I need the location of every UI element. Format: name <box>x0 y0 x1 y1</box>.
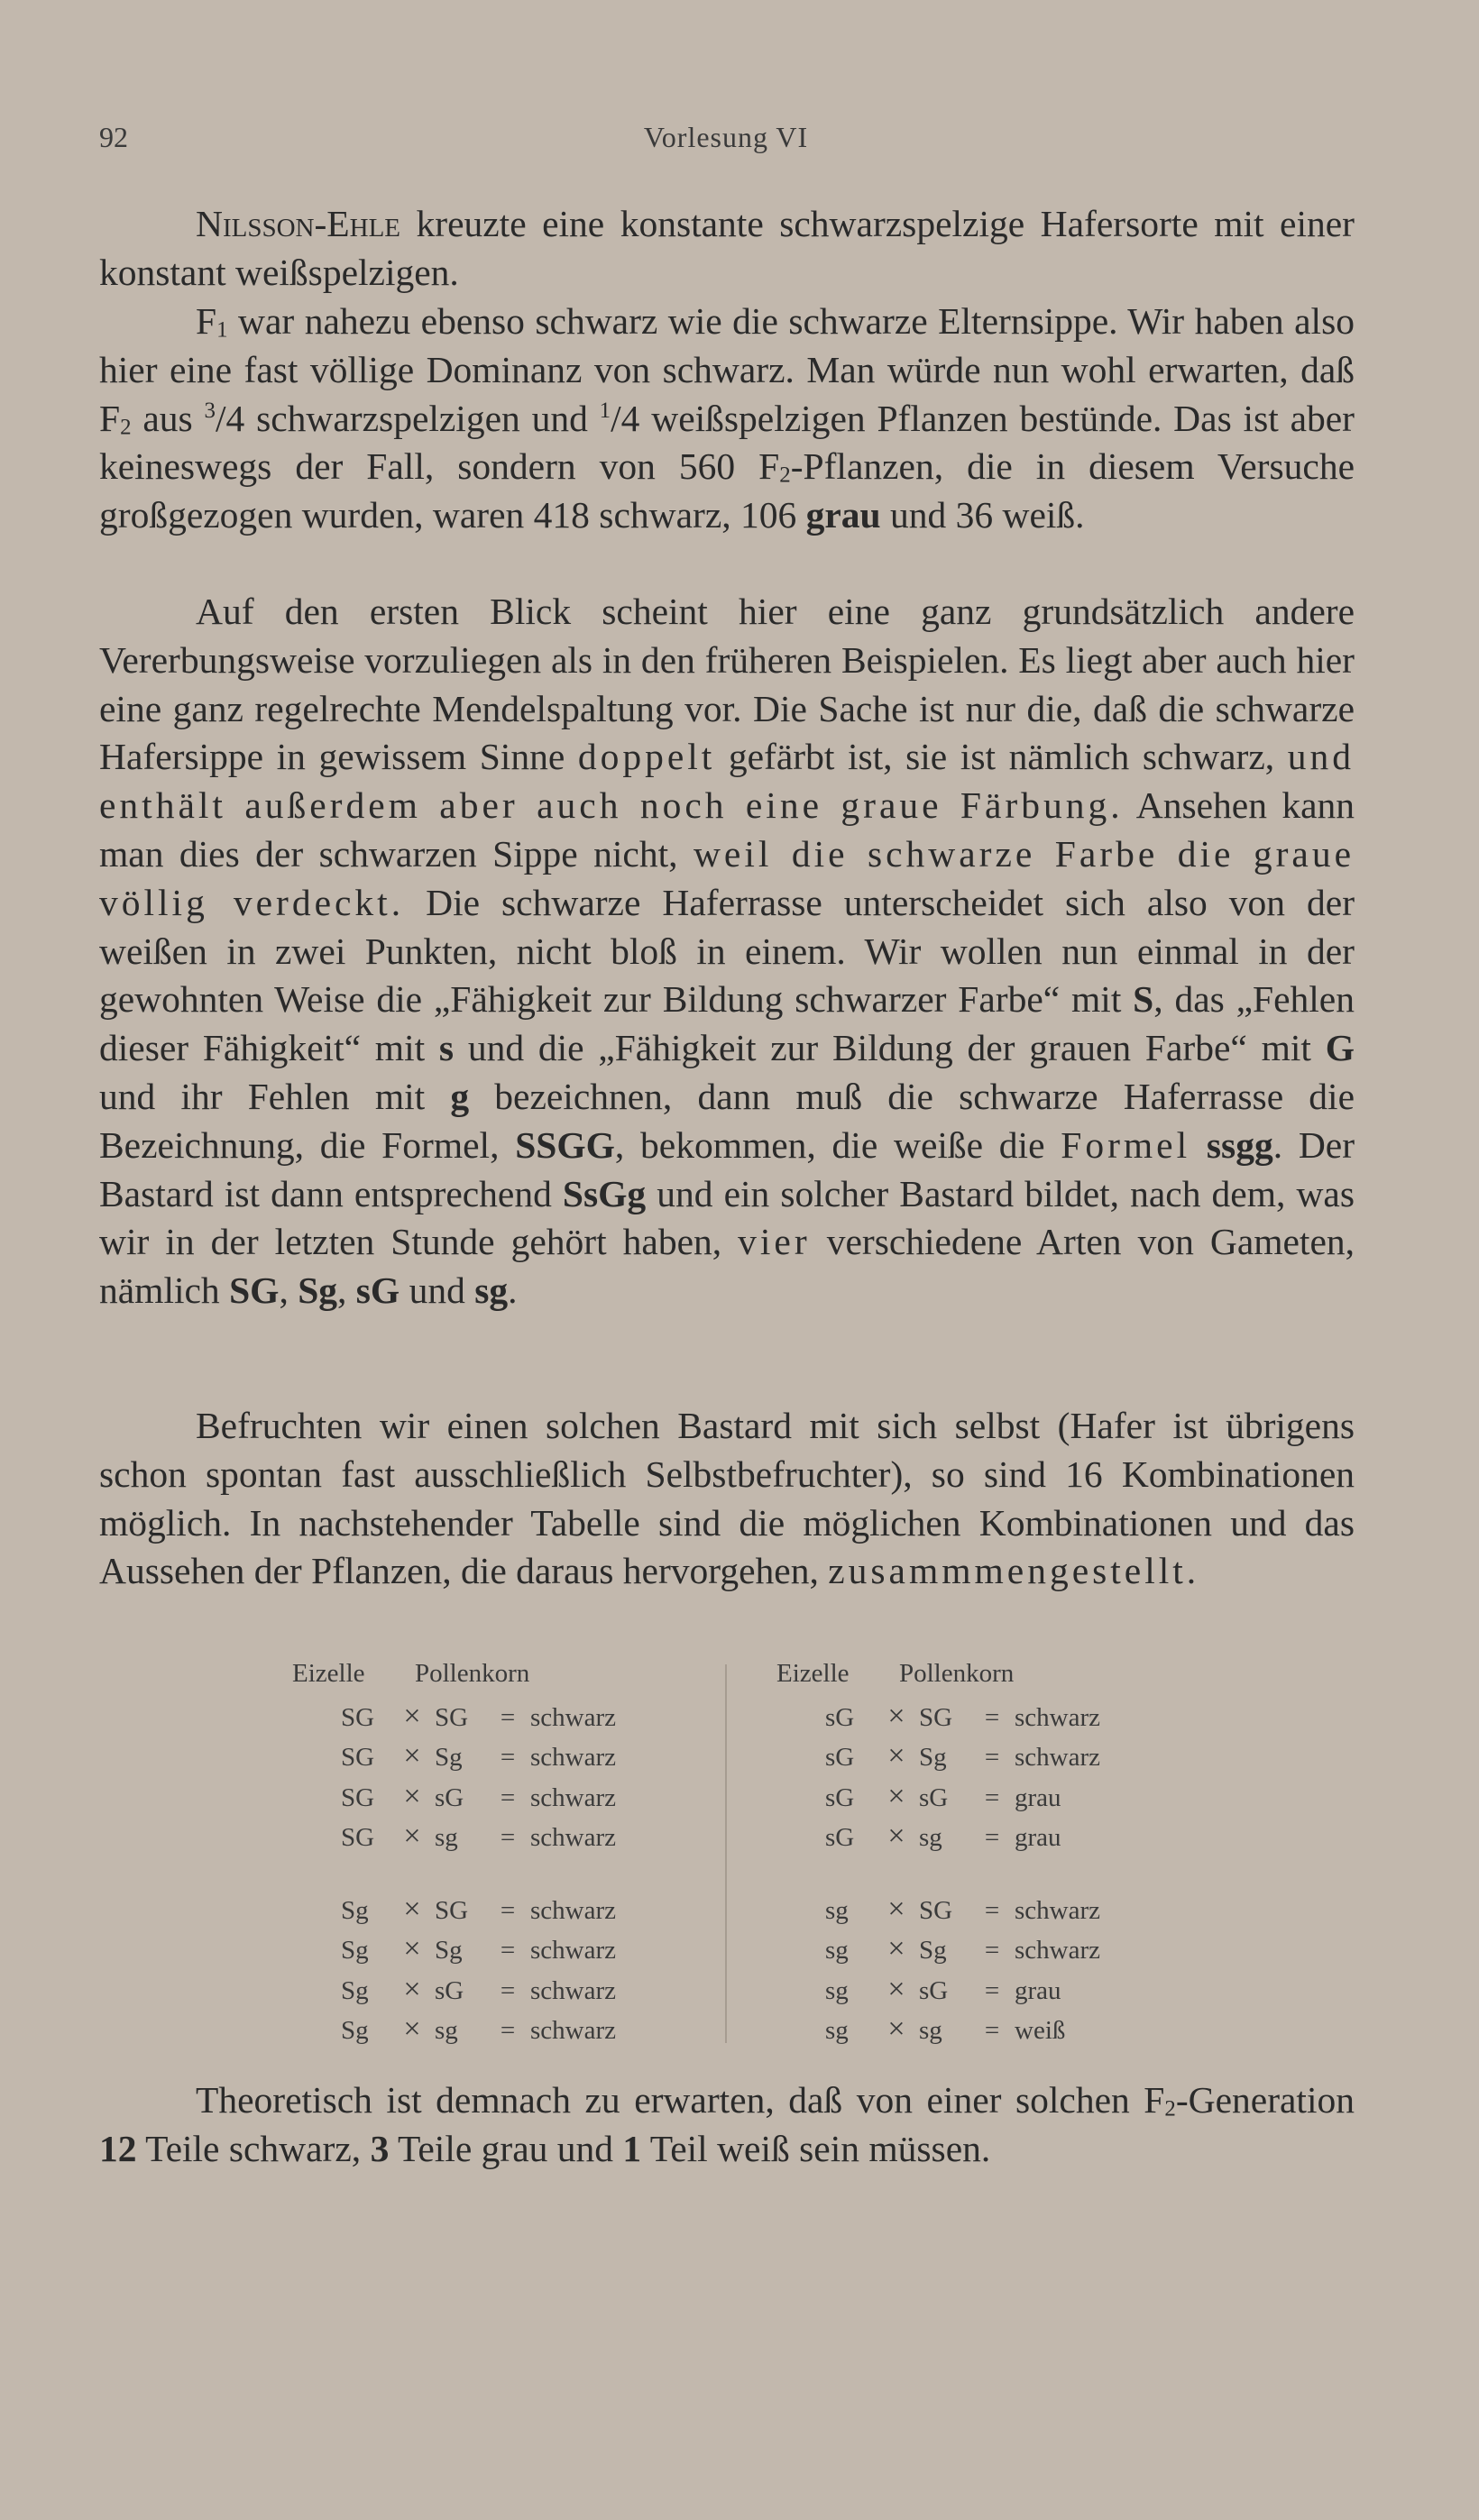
equals-sign: = <box>500 2016 516 2046</box>
result-cell: schwarz <box>530 1975 617 2005</box>
subscript: 2 <box>120 415 132 440</box>
bold-term: sg <box>474 1269 509 1312</box>
cross-sign: × <box>887 1779 905 1813</box>
table-column-left <box>292 1657 707 2049</box>
paragraph-text: und <box>400 1269 475 1312</box>
header-eizelle: Eizelle <box>292 1659 365 1688</box>
table-row <box>776 1970 1191 2010</box>
bold-term: S <box>1133 978 1154 1021</box>
result-cell: schwarz <box>530 1703 617 1732</box>
equals-sign: = <box>984 1896 1000 1926</box>
table-row <box>292 1970 707 2010</box>
paragraph-4 <box>99 1402 1355 1596</box>
paragraph-text: -Generation <box>1175 2079 1355 2121</box>
paragraph-text: , <box>337 1269 356 1312</box>
running-header <box>99 121 1353 157</box>
cross-sign: × <box>887 1739 905 1773</box>
bold-term: SG <box>229 1269 280 1312</box>
egg-cell: SG <box>341 1822 375 1852</box>
egg-cell: SG <box>341 1782 375 1812</box>
combination-table <box>271 1657 1172 2054</box>
paragraph-text: gefärbt ist, sie ist nämlich schwarz, <box>715 736 1288 778</box>
pollen-cell: Sg <box>435 1743 463 1773</box>
pollen-cell: sG <box>919 1975 949 2005</box>
spaced-emphasis: und enthält außerdem aber auch noch eine graue Färbung. <box>99 736 1355 827</box>
paragraph-text: und 36 weiß. <box>880 494 1085 536</box>
equals-sign: = <box>984 1703 1000 1732</box>
chapter-title: Vorlesung VI <box>643 121 809 153</box>
pollen-cell: sG <box>435 1975 464 2005</box>
subscript: 2 <box>779 463 791 489</box>
table-header <box>776 1657 1191 1697</box>
table-header <box>292 1657 707 1697</box>
egg-cell: Sg <box>341 2016 369 2046</box>
paragraph-text: , <box>279 1269 299 1312</box>
header-eizelle: Eizelle <box>776 1659 850 1688</box>
subscript: 2 <box>1164 2096 1176 2121</box>
pollen-cell: sg <box>435 2016 458 2046</box>
result-cell: weiß <box>1015 2016 1066 2046</box>
table-row <box>776 1890 1191 1929</box>
egg-cell: sg <box>825 1975 849 2005</box>
cross-sign: × <box>403 1739 421 1773</box>
pollen-cell: sg <box>435 1822 458 1852</box>
spaced-emphasis: doppelt <box>577 736 716 778</box>
paragraph-text: -Pflanzen, die in diesem Versuche großgezogen wurden, waren 418 schwarz, 106 <box>99 445 1355 536</box>
pollen-cell: sg <box>919 2016 942 2046</box>
equals-sign: = <box>984 1822 1000 1852</box>
paragraph-5 <box>99 2076 1355 2174</box>
egg-cell: SG <box>341 1703 375 1732</box>
table-row <box>776 1929 1191 1969</box>
table-row <box>776 1817 1191 1856</box>
bold-term: sG <box>355 1269 400 1312</box>
egg-cell: sG <box>825 1782 855 1812</box>
table-row <box>776 1697 1191 1737</box>
spaced-emphasis: zusammmengestellt. <box>828 1550 1200 1592</box>
table-column-right <box>776 1657 1191 2049</box>
equals-sign: = <box>500 1822 516 1852</box>
table-row <box>292 1737 707 1776</box>
egg-cell: sG <box>825 1703 855 1732</box>
spaced-emphasis: Formel <box>1061 1123 1191 1166</box>
equals-sign: = <box>500 1703 516 1732</box>
spaced-emphasis: weil die schwarze Farbe die graue völlig verdeckt. <box>99 832 1355 923</box>
equals-sign: = <box>500 1743 516 1773</box>
pollen-cell: SG <box>919 1703 953 1732</box>
fraction-denominator: /4 <box>215 397 245 439</box>
fraction-denominator: /4 <box>611 397 640 439</box>
cross-sign: × <box>887 1892 905 1927</box>
fraction-numerator: 1 <box>599 398 611 423</box>
cross-sign: × <box>403 1779 421 1813</box>
fraction-numerator: 3 <box>204 398 216 423</box>
result-cell: grau <box>1015 1822 1061 1852</box>
paragraph-text: schwarzspelzigen und <box>244 397 600 439</box>
paragraph-text: und die „Fähigkeit zur Bildung der grauen Farbe“ mit <box>454 1027 1326 1069</box>
cross-sign: × <box>887 1972 905 2006</box>
equals-sign: = <box>984 2016 1000 2046</box>
egg-cell: sg <box>825 1896 849 1926</box>
table-row <box>292 1929 707 1969</box>
paragraph-1 <box>99 200 1355 298</box>
egg-cell: sG <box>825 1822 855 1852</box>
header-pollenkorn: Pollenkorn <box>899 1659 1015 1688</box>
table-row <box>776 1777 1191 1817</box>
bold-term: ssgg <box>1206 1123 1273 1166</box>
paragraph-text: Teile schwarz, <box>136 2127 371 2169</box>
paragraph-text: Die schwarze Haferrasse unterscheidet sich also von der weißen in zwei Punkten, nicht bloß in einem. Wir wollen nun einmal in der gewohnten Weise die „Fähigkeit zur Bildung schwarzer Farbe“ mit <box>99 881 1355 1021</box>
table-row <box>292 2010 707 2049</box>
cross-sign: × <box>887 2012 905 2047</box>
equals-sign: = <box>500 1975 516 2005</box>
equals-sign: = <box>500 1896 516 1926</box>
equals-sign: = <box>984 1975 1000 2005</box>
egg-cell: sG <box>825 1743 855 1773</box>
paragraph-text: und ein solcher Bastard bildet, nach dem, was wir in der letzten Stunde gehört haben, <box>99 1172 1355 1263</box>
result-cell: schwarz <box>530 2016 617 2046</box>
table-row <box>292 1777 707 1817</box>
cross-sign: × <box>403 1892 421 1927</box>
bold-term: Sg <box>298 1269 338 1312</box>
spaced-emphasis: vier <box>738 1221 811 1263</box>
egg-cell: sg <box>825 1936 849 1966</box>
paragraph-3 <box>99 588 1355 1315</box>
cross-sign: × <box>403 2012 421 2047</box>
cross-sign: × <box>887 1932 905 1966</box>
paragraph-text: Ansehen kann man dies der schwarzen Sippe nicht, <box>99 784 1355 875</box>
pollen-cell: Sg <box>435 1936 463 1966</box>
egg-cell: SG <box>341 1743 375 1773</box>
paragraph-text: aus <box>131 397 205 439</box>
paragraph-text <box>1190 1124 1207 1166</box>
egg-cell: Sg <box>341 1896 369 1926</box>
egg-cell: Sg <box>341 1936 369 1966</box>
table-row <box>292 1697 707 1737</box>
table-divider <box>725 1664 727 2043</box>
result-cell: schwarz <box>1015 1743 1101 1773</box>
table-row <box>292 1890 707 1929</box>
equals-sign: = <box>500 1782 516 1812</box>
paragraph-text: Theoretisch ist demnach zu erwarten, daß von einer solchen F <box>196 2079 1165 2121</box>
table-row <box>776 2010 1191 2049</box>
result-cell: schwarz <box>530 1782 617 1812</box>
paragraph-text: kreuzte eine konstante schwarzspelzige Hafersorte mit einer konstant weißspelzigen. <box>99 203 1355 293</box>
pollen-cell: SG <box>435 1703 469 1732</box>
pollen-cell: sG <box>435 1782 464 1812</box>
result-cell: schwarz <box>1015 1703 1101 1732</box>
result-cell: schwarz <box>1015 1896 1101 1926</box>
bold-term: grau <box>805 494 881 536</box>
pollen-cell: Sg <box>919 1936 947 1966</box>
paragraph-text: . <box>508 1269 518 1312</box>
cross-sign: × <box>403 1819 421 1853</box>
paragraph-text: F <box>196 300 217 342</box>
bold-term: G <box>1325 1027 1355 1069</box>
page-number: 92 <box>99 121 128 153</box>
paragraph-2 <box>99 298 1355 540</box>
paragraph-text: weißspelzigen Pflanzen bestünde. Das ist aber keineswegs der Fall, sondern von 560 F <box>99 397 1355 488</box>
subscript: 1 <box>216 317 228 343</box>
equals-sign: = <box>984 1936 1000 1966</box>
cross-sign: × <box>403 1700 421 1733</box>
paragraph-text: . Der Bastard ist dann entsprechend <box>99 1123 1355 1214</box>
bold-term: 1 <box>622 2127 642 2169</box>
equals-sign: = <box>984 1743 1000 1773</box>
egg-cell: sg <box>825 2016 849 2046</box>
result-cell: schwarz <box>530 1743 617 1773</box>
bold-term: s <box>438 1027 455 1069</box>
pollen-cell: Sg <box>919 1743 947 1773</box>
cross-sign: × <box>403 1932 421 1966</box>
result-cell: grau <box>1015 1782 1061 1812</box>
paragraph-text: , bekommen, die weiße die <box>614 1123 1061 1166</box>
paragraph-text: Teile grau und <box>389 2127 623 2169</box>
author-name: Nilsson-Ehle <box>196 203 401 244</box>
paragraph-text: Befruchten wir einen solchen Bastard mit sich selbst (Hafer ist übrigens schon spontan fast ausschließlich Selbstbefruchter), so sind 16 Kombinationen möglich. In nachstehender Tabelle sind die möglichen Kombinationen und das Aussehen der Pflanzen, die daraus hervorgehen, <box>99 1405 1355 1592</box>
bold-term: 3 <box>370 2127 390 2169</box>
bold-term: SSGG <box>515 1123 615 1166</box>
paragraph-text: war nahezu ebenso schwarz wie die schwarze Elternsippe. Wir haben also hier eine fast völlige Dominanz von schwarz. Man würde nun wohl erwarten, daß F <box>99 300 1355 439</box>
paragraph-text: , das „Fehlen dieser Fähigkeit“ mit <box>99 978 1355 1069</box>
pollen-cell: sG <box>919 1782 949 1812</box>
paragraph-text: bezeichnen, dann muß die schwarze Haferrasse die Bezeichnung, die Formel, <box>99 1075 1355 1166</box>
egg-cell: Sg <box>341 1975 369 2005</box>
cross-sign: × <box>887 1819 905 1853</box>
paragraph-text: Teil weiß sein müssen. <box>641 2127 991 2169</box>
bold-term: 12 <box>99 2127 137 2169</box>
result-cell: grau <box>1015 1975 1061 2005</box>
bold-term: g <box>450 1075 470 1117</box>
equals-sign: = <box>984 1782 1000 1812</box>
paragraph-text: Auf den ersten Blick scheint hier eine ganz grundsätzlich andere Vererbungsweise vorzuliegen als in den früheren Beispielen. Es liegt aber auch hier eine ganz regelrechte Mendelspaltung vor. Die Sache ist nur die, daß die schwarze Hafersippe in gewissem Sinne <box>99 591 1355 778</box>
result-cell: schwarz <box>530 1896 617 1926</box>
bold-term: SsGg <box>562 1172 647 1214</box>
pollen-cell: sg <box>919 1822 942 1852</box>
pollen-cell: SG <box>919 1896 953 1926</box>
header-pollenkorn: Pollenkorn <box>415 1659 530 1688</box>
table-row <box>776 1737 1191 1776</box>
pollen-cell: SG <box>435 1896 469 1926</box>
table-row <box>292 1817 707 1856</box>
cross-sign: × <box>887 1700 905 1733</box>
cross-sign: × <box>403 1972 421 2006</box>
result-cell: schwarz <box>530 1936 617 1966</box>
paragraph-text: und ihr Fehlen mit <box>99 1075 451 1117</box>
result-cell: schwarz <box>1015 1936 1101 1966</box>
result-cell: schwarz <box>530 1822 617 1852</box>
paragraph-text: verschiedene Arten von Gameten, nämlich <box>99 1221 1355 1312</box>
equals-sign: = <box>500 1936 516 1966</box>
